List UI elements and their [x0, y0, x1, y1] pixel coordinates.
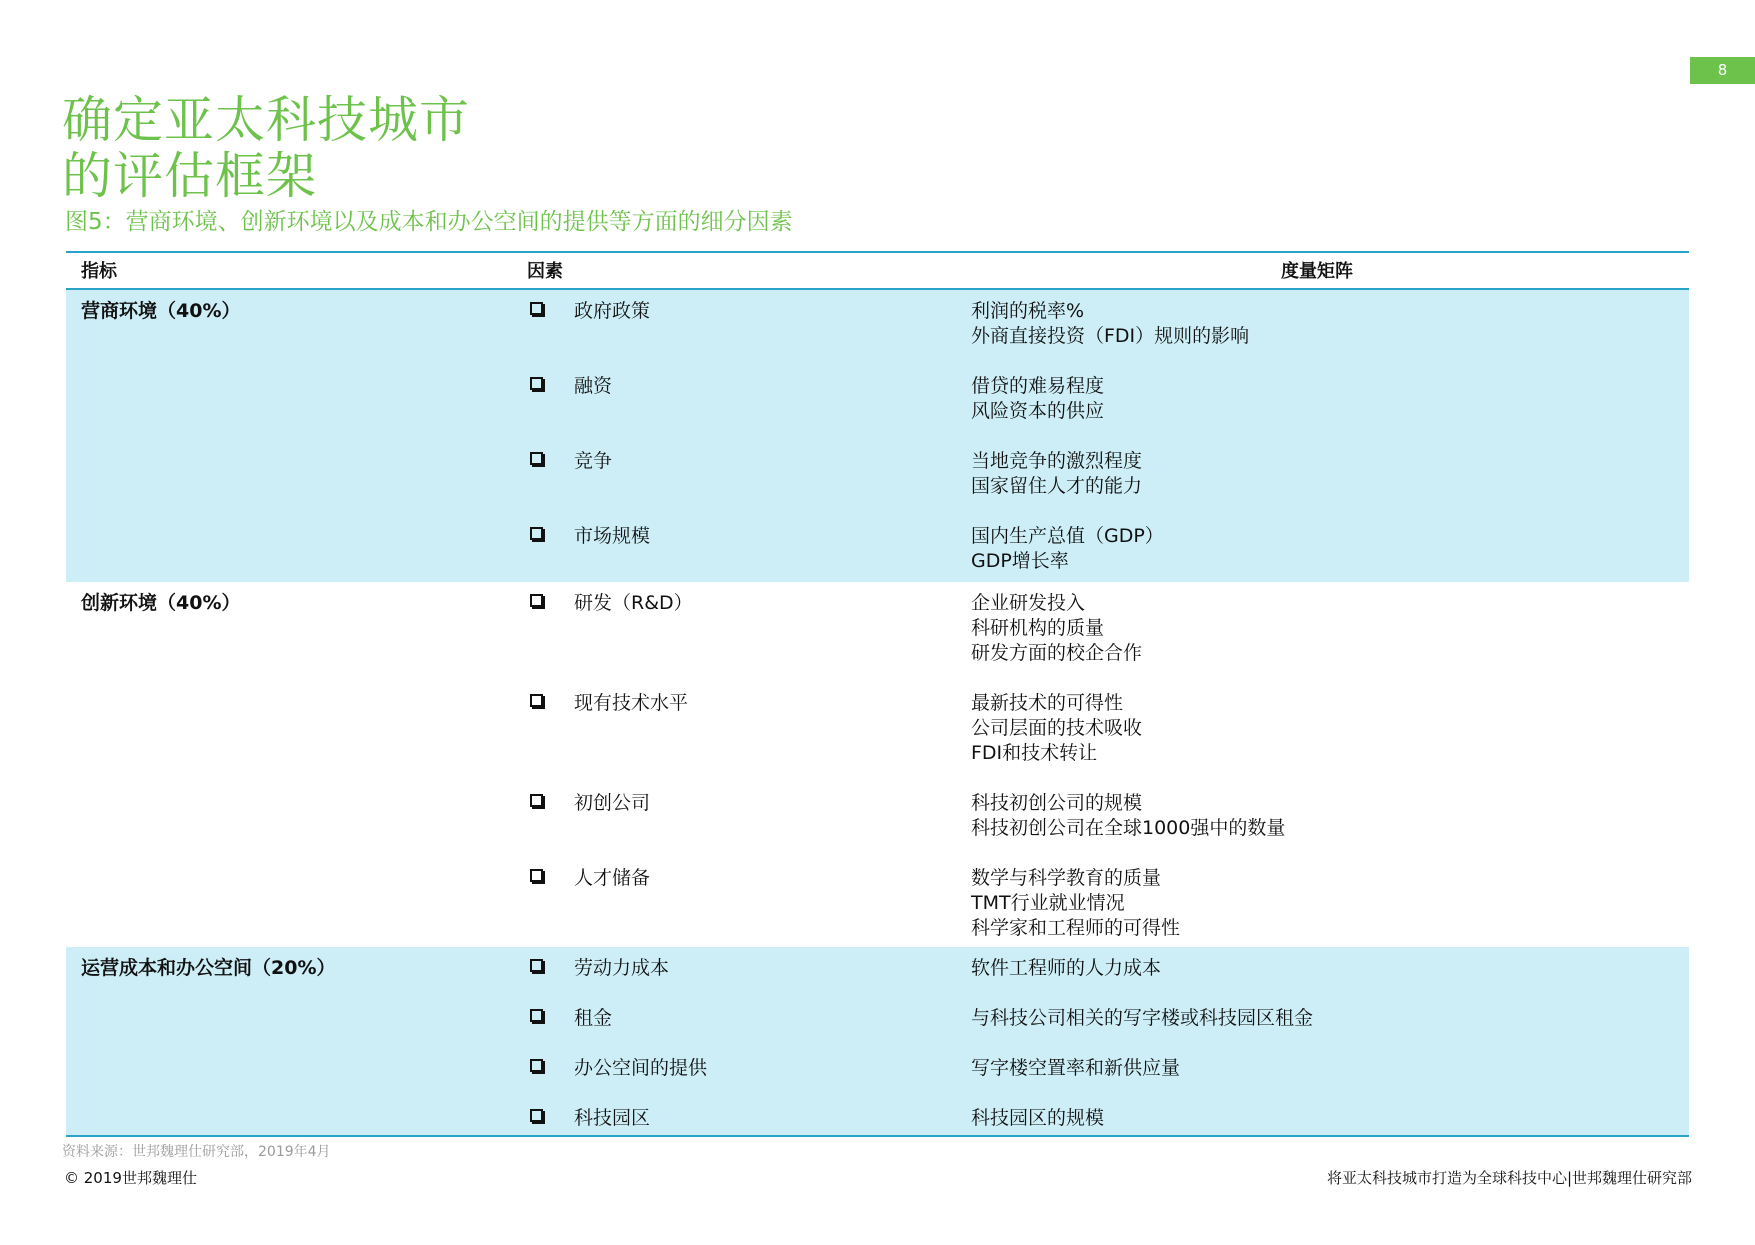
checkbox-bullet-icon	[530, 1109, 543, 1122]
factor-label: 市场规模	[574, 525, 651, 547]
checkbox-bullet-icon	[530, 794, 543, 807]
framework-table	[66, 251, 1689, 1137]
indicator-label: 营商环境（40%）	[81, 300, 241, 322]
metric-list	[971, 591, 1142, 666]
metric-item: 科技初创公司的规模	[971, 792, 1143, 814]
figure-caption: 图5：营商环境、创新环境以及成本和办公空间的提供等方面的细分因素	[65, 209, 793, 235]
header-metric: 度量矩阵	[1281, 261, 1353, 282]
metric-item: 当地竞争的激烈程度	[971, 450, 1143, 472]
checkbox-bullet-icon	[530, 694, 543, 707]
metric-item: 研发方面的校企合作	[971, 642, 1143, 664]
page-number-badge: 8	[1690, 57, 1755, 84]
header-factor: 因素	[527, 261, 563, 282]
metric-item: 最新技术的可得性	[971, 692, 1124, 714]
table-header	[66, 251, 1689, 290]
metric-item: 科技初创公司在全球1000强中的数量	[971, 817, 1286, 839]
metric-item: TMT行业就业情况	[971, 892, 1125, 914]
metric-list	[971, 1006, 1313, 1031]
metric-item: 写字楼空置率和新供应量	[971, 1057, 1181, 1079]
factor-label: 办公空间的提供	[574, 1057, 708, 1079]
checkbox-bullet-icon	[530, 869, 543, 882]
table-group-operating-costs	[66, 947, 1689, 1137]
metric-list	[971, 956, 1161, 981]
factor-label: 初创公司	[574, 792, 651, 814]
metric-list	[971, 791, 1285, 841]
checkbox-bullet-icon	[530, 452, 543, 465]
metric-list	[971, 1106, 1104, 1131]
factor-label: 竞争	[574, 450, 613, 472]
metric-item: 外商直接投资（FDI）规则的影响	[971, 325, 1250, 347]
metric-item: 科学家和工程师的可得性	[971, 917, 1181, 939]
metric-list	[971, 866, 1180, 941]
metric-item: 公司层面的技术吸收	[971, 717, 1143, 739]
factor-label: 人才储备	[574, 867, 651, 889]
page-title	[62, 92, 470, 204]
table-group-innovation-environment	[66, 582, 1689, 947]
metric-item: 国内生产总值（GDP）	[971, 525, 1164, 547]
factor-label: 政府政策	[574, 300, 651, 322]
table-group-business-environment	[66, 290, 1689, 582]
copyright-text: © 2019世邦魏理仕	[64, 1169, 197, 1187]
metric-list	[971, 1056, 1180, 1081]
metric-list	[971, 374, 1104, 424]
metric-item: 与科技公司相关的写字楼或科技园区租金	[971, 1007, 1314, 1029]
metric-item: 企业研发投入	[971, 592, 1086, 614]
metric-item: FDI和技术转让	[971, 742, 1098, 764]
factor-label: 研发（R&D）	[574, 592, 693, 614]
source-note: 资料来源：世邦魏理仕研究部，2019年4月	[62, 1144, 331, 1160]
metric-item: 国家留住人才的能力	[971, 475, 1143, 497]
indicator-label: 运营成本和办公空间（20%）	[81, 957, 336, 979]
factor-label: 租金	[574, 1007, 613, 1029]
page-title-line-1: 确定亚太科技城市	[62, 91, 470, 149]
metric-item: 利润的税率%	[971, 300, 1085, 322]
metric-item: 科技园区的规模	[971, 1107, 1105, 1129]
header-indicator: 指标	[81, 261, 117, 282]
metric-item: GDP增长率	[971, 550, 1069, 572]
page-title-line-2: 的评估框架	[62, 147, 317, 205]
metric-item: 软件工程师的人力成本	[971, 957, 1162, 979]
metric-item: 风险资本的供应	[971, 400, 1105, 422]
metric-list	[971, 691, 1142, 766]
checkbox-bullet-icon	[530, 302, 543, 315]
factor-label: 现有技术水平	[574, 692, 689, 714]
metric-list	[971, 524, 1164, 574]
checkbox-bullet-icon	[530, 377, 543, 390]
metric-item: 科研机构的质量	[971, 617, 1105, 639]
checkbox-bullet-icon	[530, 1059, 543, 1072]
metric-list	[971, 299, 1249, 349]
metric-list	[971, 449, 1142, 499]
metric-item: 借贷的难易程度	[971, 375, 1105, 397]
checkbox-bullet-icon	[530, 959, 543, 972]
checkbox-bullet-icon	[530, 527, 543, 540]
factor-label: 劳动力成本	[574, 957, 670, 979]
checkbox-bullet-icon	[530, 594, 543, 607]
metric-item: 数学与科学教育的质量	[971, 867, 1162, 889]
checkbox-bullet-icon	[530, 1009, 543, 1022]
report-title-footer: 将亚太科技城市打造为全球科技中心|世邦魏理仕研究部	[1326, 1169, 1692, 1187]
factor-label: 融资	[574, 375, 613, 397]
factor-label: 科技园区	[574, 1107, 651, 1129]
indicator-label: 创新环境（40%）	[81, 592, 241, 614]
